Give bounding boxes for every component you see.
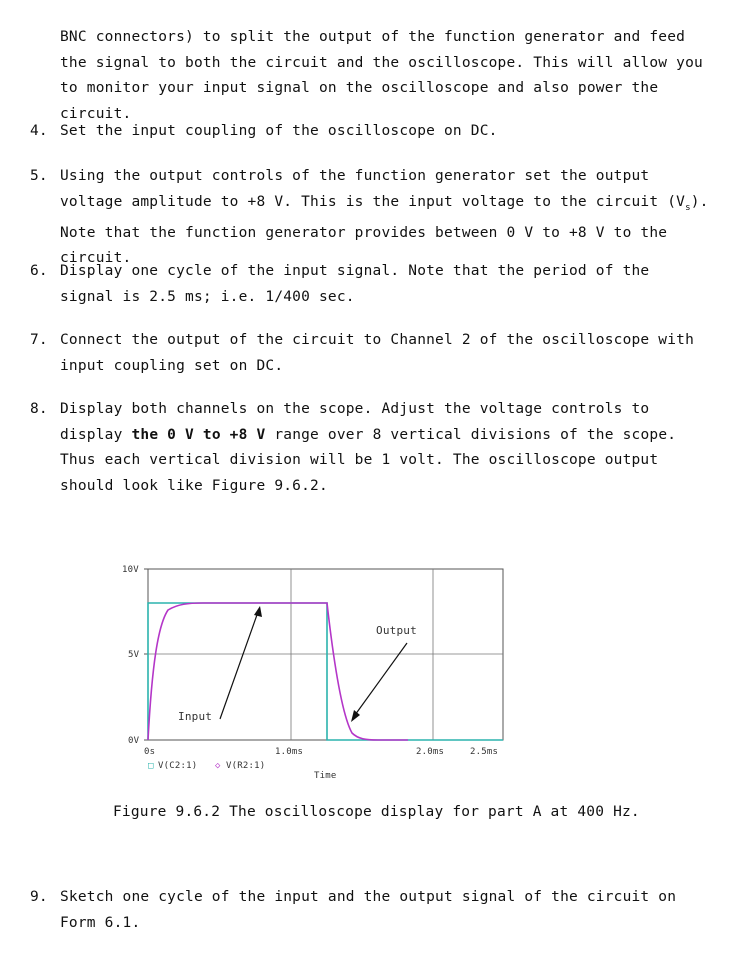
step-text: Using the output controls of the function generator set the output voltage amplitude to +8 V. This is the input voltage to the circuit $(V_s)$. Note that the function generator provides between 0 V to +8 V to the circuit. [60,168,709,267]
step-text: Set the input coupling of the oscilloscope on DC. [60,123,498,139]
legend-marker-2: ◇ [215,761,221,771]
step-9 [30,885,710,936]
legend-marker-1: □ [148,761,154,771]
arrow-input-head [254,606,262,617]
step-5 [30,164,710,272]
step-number: 6. [30,263,48,279]
step-number: 5. [30,168,48,184]
step-text: Display both channels on the scope. Adjust the voltage controls to display the 0 V to +8 V range over 8 vertical divisions of the scope. Thus each vertical division will be 1 volt. The oscilloscope output should look like Figure 9.6.2. [60,401,677,494]
step-number: 9. [30,889,48,905]
figure-caption: Figure 9.6.2 The oscilloscope display for part A at 400 Hz. [113,804,640,820]
step-number: 8. [30,401,48,417]
legend-entry-1: V(C2:1) [158,761,198,771]
oscilloscope-figure [108,555,528,795]
step-text: Sketch one cycle of the input and the output signal of the circuit on Form 6.1. [60,889,677,931]
step-7 [30,328,710,379]
ytick-label: 10V [122,565,139,575]
xtick-label: 1.0ms [275,747,304,757]
arrow-input-line [220,612,258,719]
step-6 [30,259,710,310]
ytick-label: 5V [128,650,140,660]
annotation-input: Input [178,710,213,723]
annotation-output: Output [376,624,417,637]
step-number: 4. [30,123,48,139]
x-axis-label: Time [314,771,337,781]
xtick-label: 0s [144,747,156,757]
xtick-label: 2.0ms [416,747,445,757]
step-4 [30,119,710,145]
step-number: 7. [30,332,48,348]
xtick-label: 2.5ms [470,747,499,757]
step-text: Display one cycle of the input signal. Note that the period of the signal is 2.5 ms; i.e. 1/400 sec. [60,263,650,305]
legend-entry-2: V(R2:1) [226,761,266,771]
intro-paragraph: BNC connectors) to split the output of the function generator and feed the signal to both the circuit and the oscilloscope. This will allow you to monitor your input signal on the oscilloscope and also power the circuit. [60,29,703,122]
step-text: Connect the output of the circuit to Channel 2 of the oscilloscope with input coupling set on DC. [60,332,695,374]
ytick-label: 0V [128,736,140,746]
oscilloscope-plot [108,555,528,795]
arrow-output-head [351,710,360,722]
step-8 [30,397,710,499]
